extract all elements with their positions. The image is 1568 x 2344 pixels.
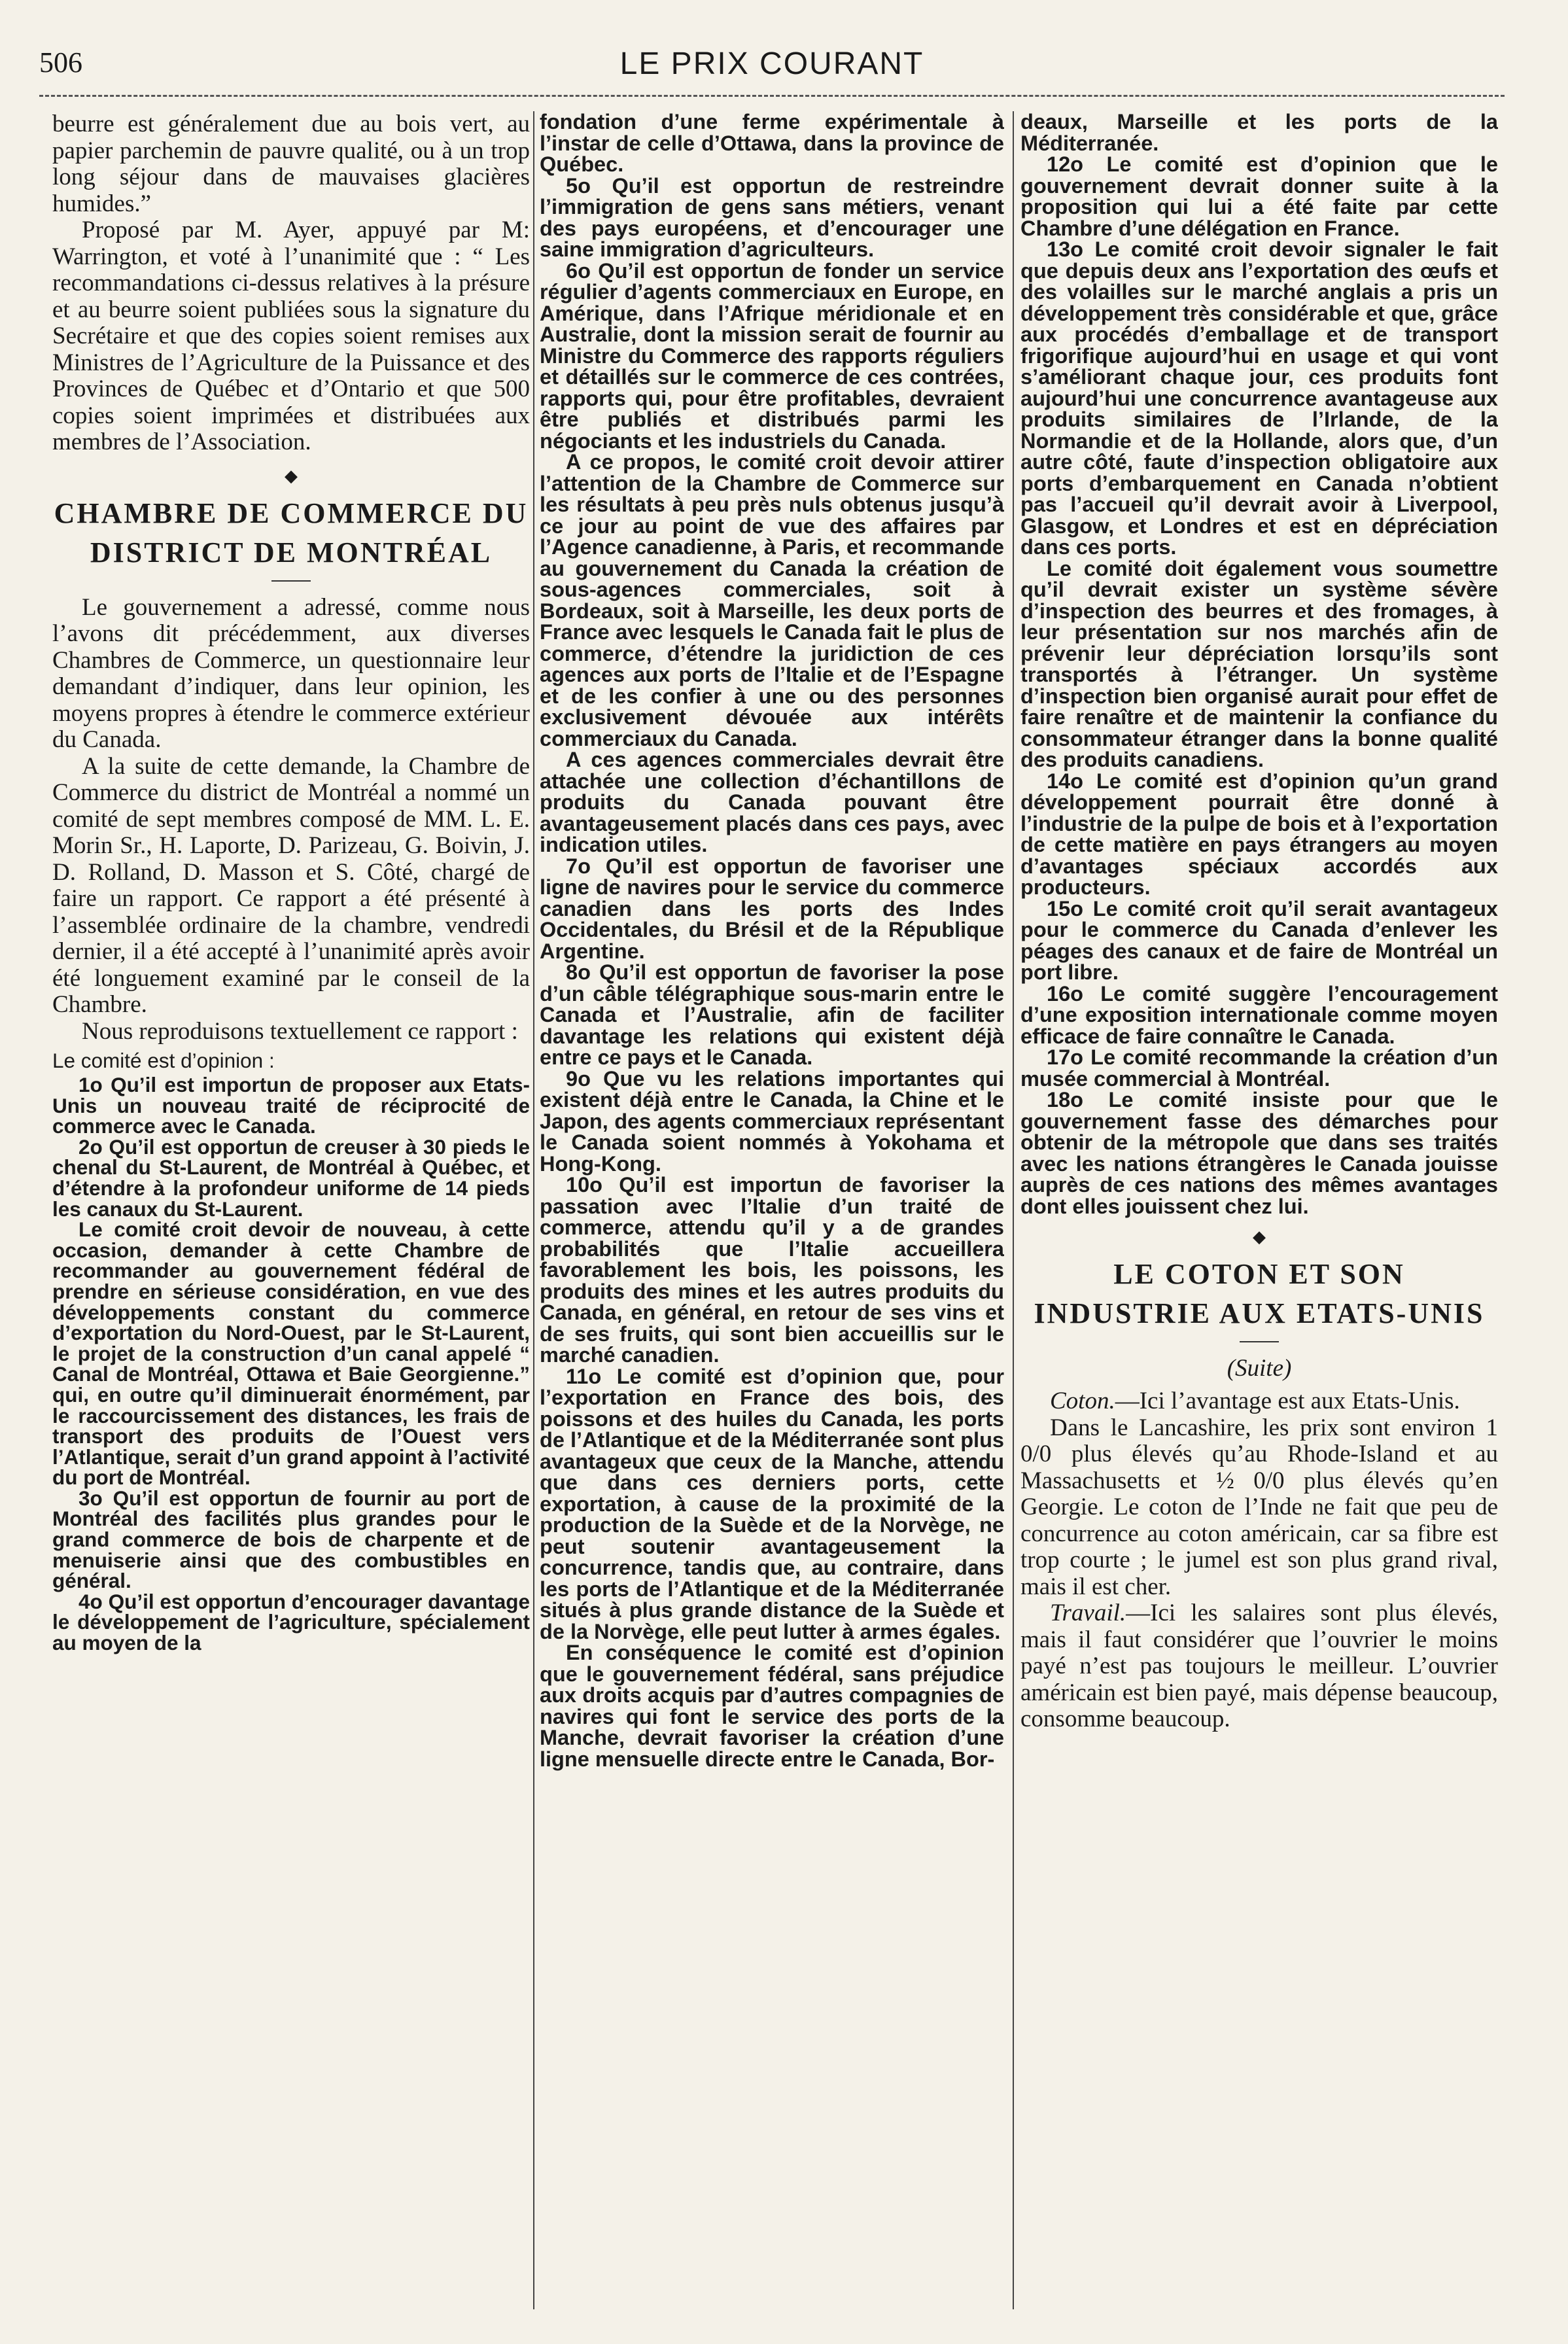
section-heading: CHAMBRE DE COMMERCE DU DISTRICT DE MONTRÉAL (54, 497, 529, 569)
paragraph-text: —Ici l’avantage est aux Etats-Unis. (1115, 1388, 1460, 1414)
paragraph: 10o Qu’il est importun de favoriser la passation avec l’Italie d’un traité de commerce, attendu qu’il y a de grandes probabilités que l’Italie accueillera favorablement les bois, les poissons, les produits des mines et les autres produits du Canada, en général, en retour de ses vins et de ses fruits, qui sont bien accueillis sur le marché canadien. (540, 1173, 1004, 1367)
paragraph: 8o Qu’il est opportun de favoriser la pose d’un câble télégraphique sous-marin entre le Canada et l’Australie, afin de faciliter davantage les relations qui existent déjà entre ce pays et le Canada. (540, 960, 1004, 1069)
paragraph-lead: Coton. (1050, 1388, 1115, 1414)
journal-title: LE PRIX COURANT (619, 46, 924, 81)
paragraph: 7o Qu’il est opportun de favoriser une ligne de navires pour le service du commerce canadien dans les ports des Indes Occidentales, du Brésil et de la République Argentine. (540, 854, 1004, 963)
column-3 (1020, 111, 1498, 2309)
paragraph: 3o Qu’il est opportun de fournir au port de Montréal des facilités plus grandes pour le grand commerce de bois de charpente et de menuiserie ainsi que des combustibles en général. (52, 1486, 530, 1593)
paragraph: A la suite de cette demande, la Chambre de Commerce du district de Montréal a nommé un comité de sept membres composé de MM. L. E. Morin Sr., H. Laporte, D. Parizeau, G. Boivin, J. D. Rolland, D. Masson et S. Côté, chargé de faire un rapport. Ce rapport a été présenté à l’assemblée ordinaire de la chambre, vendredi dernier, il a été accepté à l’unanimité après avoir été longuement examiné par le conseil de la Chambre. (52, 752, 530, 1018)
paragraph: 2o Qu’il est opportun de creuser à 30 pieds le chenal du St-Laurent, de Montréal à Québec, et d’étendre à la profondeur uniforme de 14 pieds les canaux du St-Laurent. (52, 1134, 530, 1221)
paragraph: 16o Le comité suggère l’encouragement d’une exposition internationale comme moyen efficace de faire connaître le Canada. (1020, 981, 1498, 1048)
paragraph: En conséquence le comité est d’opinion que le gouvernement fédéral, sans préjudice aux droits acquis par d’autres compagnies de navires qui font le service des ports de la Manche, devrait favoriser la création d’une ligne mensuelle directe entre le Canada, Bor- (540, 1641, 1004, 1771)
paragraph: Le comité doit également vous soumettre qu’il devrait exister un système sévère d’inspection des beurres et des fromages, à leur présentation sur nos marchés afin de prévenir leur dépréciation lorsqu’ils sont transportés à l’étranger. Un système d’inspection bien organisé aurait pour effet de faire renaître et de maintenir la confiance du consommateur étranger dans la bonne qualité des produits canadiens. (1020, 556, 1498, 771)
paragraph: 9o Que vu les relations importantes qui existent déjà entre le Canada, la Chine et le Japon, des agents commerciaux représentant le Canada soient nommés à Yokohama et Hong-Kong. (540, 1066, 1004, 1176)
paragraph-lead: Travail. (1050, 1600, 1126, 1626)
paragraph: A ce propos, le comité croit devoir attirer l’attention de la Chambre de Commerce sur les résultats à peu près nuls obtenus jusqu’à ce jour au point de vue des affaires par l’Agence canadienne, à Paris, et recommande au gouvernement du Canada la création de sous-agences commerciales, soit à Bordeaux, soit à Marseille, les deux ports de France avec lesquels le Canada fait le plus de commerce, d’étendre la juridiction de ces agences aux ports de l’Italie et de l’Espagne et de les confier à une ou des personnes exclusivement dévouée aux intérêts commerciaux du Canada. (540, 450, 1004, 750)
section-heading: LE COTON ET SON INDUSTRIE AUX ETATS-UNIS (1034, 1258, 1485, 1329)
paragraph (1020, 1388, 1498, 1415)
paragraph: 4o Qu’il est opportun d’encourager davantage le développement de l’agriculture, spécialement au moyen de la (52, 1589, 530, 1655)
heading-rule (271, 580, 311, 582)
paragraph: Dans le Lancashire, les prix sont environ 1 0/0 plus élevés qu’au Rhode-Island et au Massachusetts et ½ 0/0 plus élevés qu’en Georgie. Le coton de l’Inde ne fait que peu de concurrence au coton américain, car sa fibre est trop courte ; le jumel est son plus grand rival, mais il est cher. (1020, 1414, 1498, 1600)
paragraph: 18o Le comité insiste pour que le gouvernement fasse des démarches pour obtenir de la métropole que dans ses traités avec les nations étrangères le Canada jouisse auprès de ces nations des mêmes avantages dont elles jouissent chez lui. (1020, 1088, 1498, 1218)
paragraph: 5o Qu’il est opportun de restreindre l’immigration de gens sans métiers, venant des pays européens, et d’encourager une saine immigration d’agriculteurs. (540, 173, 1004, 261)
paragraph: beurre est généralement due au bois vert, au papier parchemin de pauvre qualité, ou à un trop long séjour dans de mauvaises glacières humides.” (52, 111, 530, 217)
paragraph: A ces agences commerciales devrait être attachée une collection d’échantillons de produits du Canada pouvant être avantageusement placés dans ces pays, avec indication utiles. (540, 748, 1004, 856)
paragraph: Nous reproduisons textuellement ce rapport : (82, 1017, 518, 1045)
column-1 (52, 111, 530, 2309)
page-number: 506 (39, 46, 82, 79)
paragraph: fondation d’une ferme expérimentale à l’instar de celle d’Ottawa, dans la province de Québec. (540, 111, 1004, 176)
paragraph: 12o Le comité est d’opinion que le gouvernement devrait donner suite à la proposition qui lui a été faite par cette Chambre d’une délégation en France. (1020, 152, 1498, 240)
column-2 (540, 111, 1004, 2309)
paragraph: deaux, Marseille et les ports de la Méditerranée. (1020, 111, 1498, 155)
paragraph: 11o Le comité est d’opinion que, pour l’exportation en France des bois, des poissons et des huiles du Canada, les ports de l’Atlantique et de la Méditerranée sont plus avantageux que ceux de la Manche, attendu que dans ces derniers ports, cette exportation, à cause de la proximité de la production de la Suède et de la Norvège, ne peut soutenir avantageusement la concurrence, tandis que, au contraire, dans les ports de l’Atlantique et de la Méditerranée situés à plus grande distance de la Suède et de la Norvège, elle peut lutter à armes égales. (540, 1364, 1004, 1643)
paragraph: 1o Qu’il est importun de proposer aux Etats-Unis un nouveau traité de réciprocité de commerce avec le Canada. (52, 1073, 530, 1138)
paragraph: Le gouvernement a adressé, comme nous l’avons dit précédemment, aux diverses Chambres de Commerce, un questionnaire leur demandant d’indiquer, dans leur opinion, les moyens propres à étendre le commerce extérieur du Canada. (52, 593, 530, 753)
page-header (39, 39, 1505, 85)
paragraph-text: —Ici les salaires sont plus élevés, mais il faut considérer que l’ouvrier le moins payé n’est pas toujours le meilleur. L’ouvrier américain est bien payé, mais dépense beaucoup, consomme beaucoup. (1020, 1600, 1498, 1732)
paragraph: 13o Le comité croit devoir signaler le fait que depuis deux ans l’exportation des œufs et des volailles sur le marché anglais a pris un développement très considérable et que, grâce aux procédés d’emballage et de transport frigorifique aujourd’hui en usage et qui vont s’améliorant chaque jour, ces produits font aujourd’hui une concurrence avantageuse aux produits similaires de l’Irlande, de la Normandie et de la Hollande, alors que, d’un autre côté, faute d’inspection obligatoire aux ports d’embarquement en Canada n’obtient pas l’accueil qu’il devrait avoir à Liverpool, Glasgow, et Londres et est en dépréciation dans ces ports. (1020, 237, 1498, 559)
paragraph: 17o Le comité recommande la création d’un musée commercial à Montréal. (1020, 1045, 1498, 1091)
paragraph: 6o Qu’il est opportun de fonder un service régulier d’agents commerciaux en Europe, en Amérique, dans l’Afrique méridionale et en Australie, dont la mission serait de fournir au Ministre du Commerce des rapports réguliers et détaillés sur le commerce de ces contrées, rapports qui, pour être profitables, devraient être publiés et distribués parmi les négociants et les industriels du Canada. (540, 258, 1004, 453)
column-divider (1013, 111, 1014, 2309)
ornament-diamond-icon: ◆ (285, 466, 298, 485)
ornament-diamond-icon: ◆ (1253, 1227, 1266, 1246)
column-divider (533, 111, 534, 2309)
suite-label: (Suite) (1227, 1355, 1292, 1382)
paragraph: Proposé par M. Ayer, appuyé par M: Warrington, et voté à l’unanimité que : “ Les recommandations ci-dessus relatives à la présure et au beurre soient publiées sous la signature du Secrétaire et que des copies soient remises aux Ministres de l’Agriculture de la Puissance et des Provinces de Québec et d’Ontario et que 500 copies soient imprimées et distribuées aux membres de l’Association. (52, 217, 530, 455)
paragraph (1020, 1600, 1498, 1733)
header-rule (39, 95, 1505, 97)
paragraph: Le comité est d’opinion : (52, 1049, 275, 1072)
paragraph: 15o Le comité croit qu’il serait avantageux pour le commerce du Canada d’enlever les péages des canaux et de faire de Montréal un port libre. (1020, 896, 1498, 984)
paragraph: Le comité croit devoir de nouveau, à cette occasion, demander à cette Chambre de recommander au gouvernement fédéral de prendre en sérieuse considération, en vue des développements constant du commerce d’exportation du Nord-Ouest, par le St-Laurent, le projet de la construction d’un canal appelé “ Canal de Montréal, Ottawa et Baie Georgienne.” qui, en outre qu’il diminuerait énormément, par le raccourcissement des distances, les frais de transport des produits de l’Ouest vers l’Atlantique, serait d’un grand appoint à l’activité du port de Montréal. (52, 1217, 530, 1490)
paragraph: 14o Le comité est d’opinion qu’un grand développement pourrait être donné à l’industrie de la pulpe de bois et à l’exportation de cette matière en pays étrangers au moyen d’avantages spéciaux accordés aux producteurs. (1020, 769, 1498, 899)
heading-rule (1240, 1341, 1279, 1342)
